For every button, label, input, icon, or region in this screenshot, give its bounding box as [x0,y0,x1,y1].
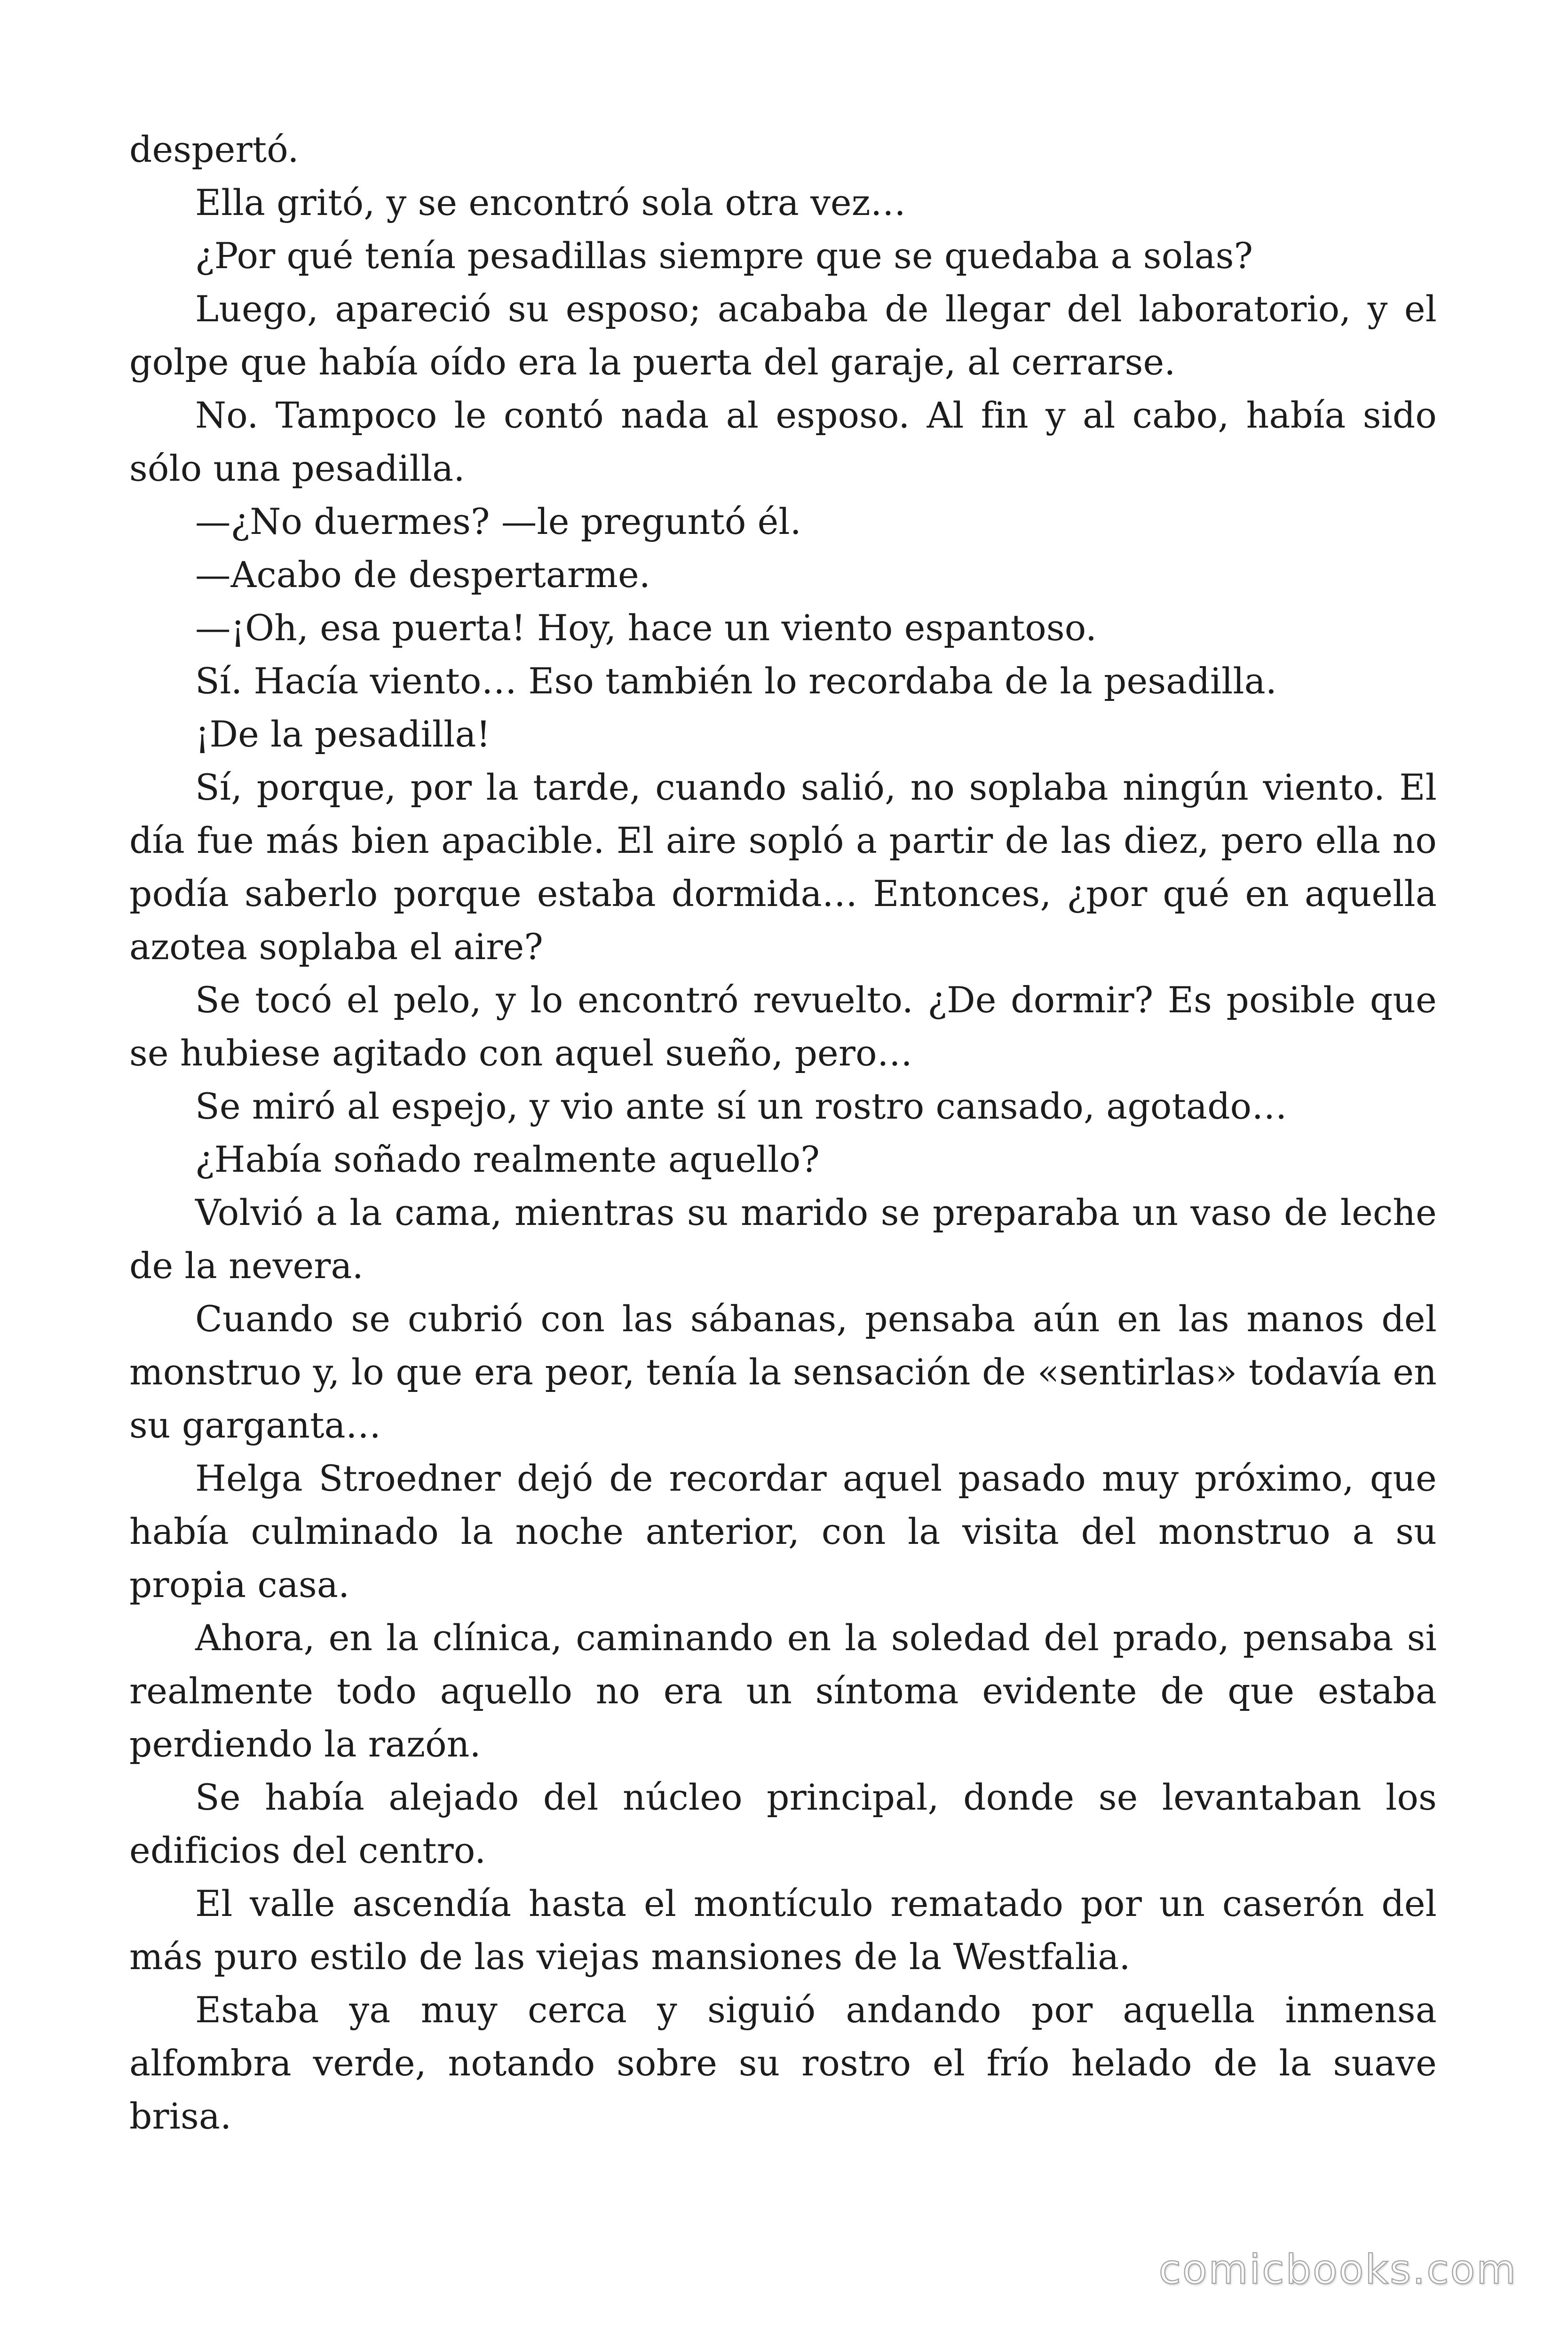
paragraph: Helga Stroedner dejó de recordar aquel pasado muy próximo, que había culminado la noche anterior, con la visita del monstruo a su propia casa. [129,1458,1437,1605]
paragraph: Ella gritó, y se encontró sola otra vez… [195,182,906,223]
paragraph: Se había alejado del núcleo principal, donde se levantaban los edificios del centro. [129,1777,1437,1871]
paragraph: Estaba ya muy cerca y siguió andando por aquella inmensa alfombra verde, notando sobre su rostro el frío helado de la suave brisa. [129,1989,1437,2137]
paragraph: Cuando se cubrió con las sábanas, pensaba aún en las manos del monstruo y, lo que era peor, tenía la sensación de «sentirlas» todavía en su garganta… [129,1298,1437,1446]
paragraph: Se miró al espejo, y vio ante sí un rostro cansado, agotado… [195,1086,1287,1127]
paragraph: Se tocó el pelo, y lo encontró revuelto. ¿De dormir? Es posible que se hubiese agitado con aquel sueño, pero… [129,979,1437,1074]
paragraph: —Acabo de despertarme. [195,554,650,596]
paragraph: despertó. [129,129,299,170]
paragraph: ¿Había soñado realmente aquello? [195,1139,820,1180]
paragraph: No. Tampoco le contó nada al esposo. Al fin y al cabo, había sido sólo una pesadilla. [129,395,1437,489]
paragraph: Ahora, en la clínica, caminando en la soledad del prado, pensaba si realmente todo aquello no era un síntoma evidente de que estaba perdiendo la razón. [129,1617,1437,1765]
paragraph: El valle ascendía hasta el montículo rematado por un caserón del más puro estilo de las viejas mansiones de la Westfalia. [129,1883,1437,1978]
paragraph: Luego, apareció su esposo; acababa de llegar del laboratorio, y el golpe que había oído era la puerta del garaje, al cerrarse. [129,288,1437,383]
paragraph: Sí. Hacía viento… Eso también lo recordaba de la pesadilla. [195,660,1277,702]
paragraph: ¡De la pesadilla! [195,714,491,755]
paragraph: Sí, porque, por la tarde, cuando salió, no soplaba ningún viento. El día fue más bien apacible. El aire sopló a partir de las diez, pero ella no podía saberlo porque estaba dormida… Entonces, ¿por qué en aquella azotea soplaba el aire? [129,767,1437,968]
paragraph: —¿No duermes? —le preguntó él. [195,501,801,542]
paragraph: —¡Oh, esa puerta! Hoy, hace un viento espantoso. [195,607,1097,649]
body-text [129,123,1437,2143]
paragraph: Volvió a la cama, mientras su marido se preparaba un vaso de leche de la nevera. [129,1192,1437,1287]
watermark: comicbooks.com [1158,2246,1517,2293]
paragraph: ¿Por qué tenía pesadillas siempre que se quedaba a solas? [195,235,1253,277]
